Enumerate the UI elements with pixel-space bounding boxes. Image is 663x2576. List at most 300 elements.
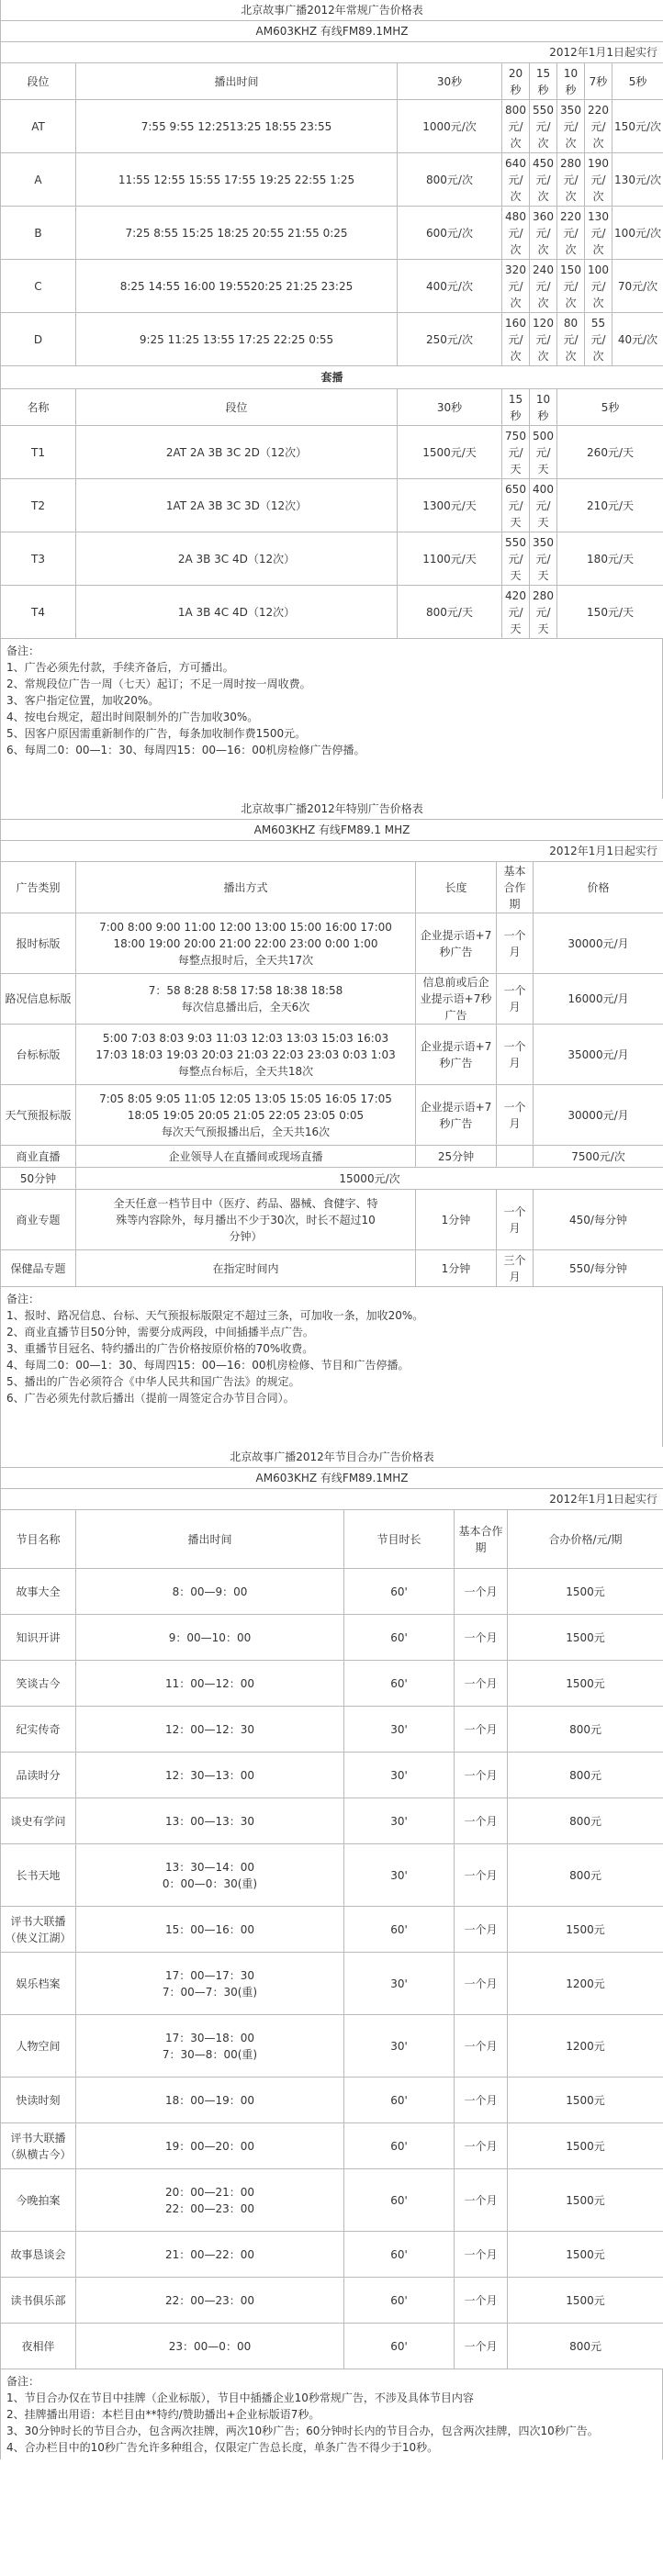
section-gap bbox=[0, 762, 663, 799]
cell-line: 7:00 8:00 9:00 11:00 12:00 13:00 15:00 16:00 17:00 bbox=[99, 920, 392, 934]
table-cell: 240元/次 bbox=[530, 260, 557, 313]
table-cell: 企业提示语+7秒广告 bbox=[416, 913, 497, 974]
table-row bbox=[1, 1025, 663, 1085]
header-cell: 播出时间 bbox=[76, 1510, 344, 1569]
table-cell bbox=[76, 974, 416, 1025]
table-row bbox=[1, 2123, 663, 2169]
cell-line: 7:05 8:05 9:05 11:05 12:05 13:05 15:05 16:05 17:05 bbox=[99, 1092, 392, 1105]
table-cell: 210元/天 bbox=[557, 479, 663, 532]
table-cell: 夜相伴 bbox=[1, 2324, 76, 2369]
table-cell: 路况信息标版 bbox=[1, 974, 76, 1025]
note-line: 3、30分钟时长的节目合办，包含两次挂牌，两次10秒广告；60分钟时长内的节目合办，包含两次挂牌，四次10秒广告。 bbox=[6, 2425, 599, 2437]
header-cell: 节目名称 bbox=[1, 1510, 76, 1569]
table-cell: 一个月 bbox=[455, 2015, 508, 2078]
regular-table-effective: 2012年1月1日起实行 bbox=[1, 42, 663, 63]
table-cell: T3 bbox=[1, 532, 76, 586]
table-cell: 笑谈古今 bbox=[1, 1661, 76, 1707]
table-cell: 60' bbox=[344, 2169, 455, 2232]
table-row bbox=[1, 2015, 663, 2078]
table-cell bbox=[76, 1615, 344, 1661]
table-row bbox=[1, 2169, 663, 2232]
table-row bbox=[1, 1085, 663, 1146]
table-cell: 一个月 bbox=[455, 2169, 508, 2232]
table-cell: 100元/次 bbox=[585, 260, 612, 313]
table-row bbox=[1, 100, 663, 153]
table-cell: 150元/次 bbox=[557, 260, 585, 313]
program-header-row bbox=[1, 1510, 663, 1569]
fifty-price: 15000元/次 bbox=[76, 1168, 663, 1190]
notes-title: 备注： bbox=[6, 2375, 40, 2388]
header-cell: 广告类别 bbox=[1, 862, 76, 913]
table-row bbox=[1, 1615, 663, 1661]
table-cell: 70元/次 bbox=[612, 260, 663, 313]
header-cell: 基本合作期 bbox=[455, 1510, 508, 1569]
table-cell: 品读时分 bbox=[1, 1753, 76, 1798]
table-cell bbox=[76, 1146, 416, 1168]
table-cell: 260元/天 bbox=[557, 426, 663, 479]
table-cell: 评书大联播（侠义江湖） bbox=[1, 1907, 76, 1953]
table-cell: 商业专题 bbox=[1, 1190, 76, 1250]
table-cell: 一个月 bbox=[455, 2278, 508, 2324]
cell-line: 17:03 18:03 19:03 20:03 21:03 22:03 23:03 0:03 1:03 bbox=[96, 1047, 396, 1061]
table-cell: 1500元 bbox=[508, 2123, 663, 2169]
table-row bbox=[1, 2078, 663, 2123]
table-cell: 800元/次 bbox=[398, 153, 502, 207]
table-cell: 220元/次 bbox=[557, 207, 585, 260]
table-cell: 一个月 bbox=[455, 1615, 508, 1661]
cell-line: 12：30—13：00 bbox=[164, 1768, 255, 1782]
table-cell: 16000元/月 bbox=[534, 974, 663, 1025]
table-cell: 30' bbox=[344, 1798, 455, 1844]
note-line: 6、每周二0：00—1：30、每周四15：00—16：00机房检修广告停播。 bbox=[6, 744, 365, 756]
cell-line: 22：00—23：00 bbox=[164, 2201, 255, 2215]
table-cell: 1200元 bbox=[508, 1953, 663, 2015]
cell-line: 7：58 8:28 8:58 17:58 18:38 18:58 bbox=[148, 984, 343, 997]
table-cell: 企业提示语+7秒广告 bbox=[416, 1085, 497, 1146]
table-cell: 350元/天 bbox=[530, 532, 557, 586]
table-cell: T1 bbox=[1, 426, 76, 479]
program-table-title: 北京故事广播2012年节目合办广告价格表 bbox=[1, 1447, 663, 1468]
fifty-label: 50分钟 bbox=[1, 1168, 76, 1190]
table-cell: 7:55 9:55 12:2513:25 18:55 23:55 bbox=[76, 100, 398, 153]
table-cell: 娱乐档案 bbox=[1, 1953, 76, 2015]
header-cell: 播出时间 bbox=[76, 63, 398, 100]
header-cell: 价格 bbox=[534, 862, 663, 913]
table-cell: 360元/次 bbox=[530, 207, 557, 260]
cell-line: 19：00—20：00 bbox=[164, 2139, 255, 2153]
table-cell bbox=[76, 1707, 344, 1753]
table-row bbox=[1, 1753, 663, 1798]
table-cell: 一个月 bbox=[455, 1707, 508, 1753]
header-cell: 20秒 bbox=[502, 63, 530, 100]
table-row bbox=[1, 1250, 663, 1287]
table-cell: 1500元 bbox=[508, 1569, 663, 1615]
cell-line: 17：30—18：00 bbox=[164, 2031, 255, 2044]
note-line: 2、常规段位广告一周（七天）起订；不足一周时按一周收费。 bbox=[6, 678, 311, 690]
header-cell: 30秒 bbox=[398, 389, 502, 426]
cell-line: 21：00—22：00 bbox=[164, 2247, 255, 2261]
cell-line: 20：00—21：00 bbox=[164, 2185, 255, 2199]
table-cell: 550/每分钟 bbox=[534, 1250, 663, 1287]
header-cell: 合办价格/元/期 bbox=[508, 1510, 663, 1569]
table-cell: AT bbox=[1, 100, 76, 153]
regular-header-row bbox=[1, 63, 663, 100]
cell-line: 15：00—16：00 bbox=[164, 1922, 255, 1936]
special-fifty-row bbox=[1, 1168, 663, 1190]
table-cell: 150元/天 bbox=[557, 586, 663, 639]
table-cell: 480元/次 bbox=[502, 207, 530, 260]
table-cell: 1500元 bbox=[508, 2232, 663, 2278]
table-cell bbox=[76, 1190, 416, 1250]
table-row bbox=[1, 260, 663, 313]
package-title: 套播 bbox=[1, 366, 663, 389]
note-line: 2、商业直播节目50分钟，需要分成两段，中间插播半点广告。 bbox=[6, 1326, 314, 1338]
table-cell: 一个月 bbox=[455, 2232, 508, 2278]
table-cell: 650元/天 bbox=[502, 479, 530, 532]
table-cell: 30' bbox=[344, 2015, 455, 2078]
table-cell: 商业直播 bbox=[1, 1146, 76, 1168]
table-cell: 7500元/次 bbox=[534, 1146, 663, 1168]
note-line: 6、广告必须先付款后播出（提前一周签定合办节目合同）。 bbox=[6, 1392, 295, 1405]
table-cell: 台标标版 bbox=[1, 1025, 76, 1085]
cell-line: 18:00 19:00 20:00 21:00 22:00 23:00 0:00 1:00 bbox=[113, 936, 378, 950]
note-line: 4、合办栏目中的10秒广告允许多种组合，仅限定广告总长度，单条广告不得少于10秒。 bbox=[6, 2441, 439, 2454]
table-row bbox=[1, 2278, 663, 2324]
cell-line: 每次天气预报播出后，全天共16次 bbox=[161, 1125, 331, 1138]
table-cell: 9:25 11:25 13:55 17:25 22:25 0:55 bbox=[76, 313, 398, 366]
table-row bbox=[1, 532, 663, 586]
table-cell: 1500元 bbox=[508, 2169, 663, 2232]
table-cell: 一个月 bbox=[497, 1085, 534, 1146]
table-cell: 一个月 bbox=[497, 974, 534, 1025]
table-cell: 企业提示语+7秒广告 bbox=[416, 1025, 497, 1085]
table-row bbox=[1, 2232, 663, 2278]
table-cell: 280元/次 bbox=[557, 153, 585, 207]
cell-line: 23：00—0：00 bbox=[168, 2339, 252, 2353]
cell-line: 11：00—12：00 bbox=[164, 1676, 255, 1690]
cell-line: 9：00—10：00 bbox=[168, 1630, 252, 1644]
special-table-title: 北京故事广播2012年特别广告价格表 bbox=[1, 799, 663, 820]
regular-notes bbox=[0, 639, 663, 762]
table-row bbox=[1, 313, 663, 366]
header-cell: 播出方式 bbox=[76, 862, 416, 913]
table-row bbox=[1, 1190, 663, 1250]
note-line: 1、报时、路况信息、台标、天气预报标版限定不超过三条，可加收一条，加收20%。 bbox=[6, 1309, 424, 1322]
table-row bbox=[1, 1953, 663, 2015]
table-cell: 600元/次 bbox=[398, 207, 502, 260]
table-cell: 1500元 bbox=[508, 1661, 663, 1707]
program-table-channel: AM603KHZ 有线FM89.1MHZ bbox=[1, 1468, 663, 1489]
note-line: 2、挂牌播出用语：本栏目由**特约/赞助播出+企业标版语7秒。 bbox=[6, 2408, 320, 2421]
header-cell: 15秒 bbox=[530, 63, 557, 100]
table-cell: 350元/次 bbox=[557, 100, 585, 153]
table-cell: 1300元/天 bbox=[398, 479, 502, 532]
table-cell: 7:25 8:55 15:25 18:25 20:55 21:55 0:25 bbox=[76, 207, 398, 260]
table-cell: 一个月 bbox=[497, 1025, 534, 1085]
table-cell: 2AT 2A 3B 3C 2D（12次） bbox=[76, 426, 398, 479]
cell-line: 殊等内容除外，每月播出不少于30次，时长不超过10 bbox=[116, 1213, 376, 1226]
table-cell: 130元/次 bbox=[585, 207, 612, 260]
table-cell: 1100元/天 bbox=[398, 532, 502, 586]
table-row bbox=[1, 1907, 663, 1953]
table-cell bbox=[76, 1569, 344, 1615]
cell-line: 0：00—0：30(重) bbox=[162, 1876, 258, 1890]
cell-line: 7：00—7：30(重) bbox=[162, 1985, 258, 1999]
note-line: 5、因客户原因需重新制作的广告，每条加收制作费1500元。 bbox=[6, 727, 307, 740]
table-row bbox=[1, 1146, 663, 1168]
table-cell: 30' bbox=[344, 1753, 455, 1798]
table-cell: 640元/次 bbox=[502, 153, 530, 207]
cell-line: 12：00—12：30 bbox=[164, 1722, 255, 1736]
table-row bbox=[1, 153, 663, 207]
table-cell: T2 bbox=[1, 479, 76, 532]
table-cell: 8:25 14:55 16:00 19:5520:25 21:25 23:25 bbox=[76, 260, 398, 313]
section-gap bbox=[0, 1410, 663, 1447]
table-cell: 60' bbox=[344, 1661, 455, 1707]
table-row bbox=[1, 1661, 663, 1707]
table-cell: 一个月 bbox=[455, 1753, 508, 1798]
table-cell bbox=[76, 2078, 344, 2123]
table-cell: 一个月 bbox=[497, 913, 534, 974]
table-cell: 30' bbox=[344, 1707, 455, 1753]
table-cell: 1A 3B 4C 4D（12次） bbox=[76, 586, 398, 639]
note-line: 4、每周二0：00—1：30、每周四15：00—16：00机房检修、节目和广告停播。 bbox=[6, 1359, 410, 1372]
table-row bbox=[1, 1569, 663, 1615]
table-cell: 故事恳谈会 bbox=[1, 2232, 76, 2278]
note-line: 1、广告必须先付款，手续齐备后，方可播出。 bbox=[6, 661, 234, 674]
header-cell: 基本合作期 bbox=[497, 862, 534, 913]
table-cell: 一个月 bbox=[455, 1844, 508, 1907]
table-cell bbox=[76, 2324, 344, 2369]
header-cell: 7秒 bbox=[585, 63, 612, 100]
cell-line: 7：30—8：00(重) bbox=[162, 2047, 258, 2061]
note-line: 3、客户指定位置，加收20%。 bbox=[6, 694, 160, 707]
package-header-row bbox=[1, 389, 663, 426]
table-row bbox=[1, 479, 663, 532]
header-cell: 段位 bbox=[1, 63, 76, 100]
table-row bbox=[1, 207, 663, 260]
table-cell: 一个月 bbox=[455, 1661, 508, 1707]
table-cell: 160元/次 bbox=[502, 313, 530, 366]
table-cell: 一个月 bbox=[455, 2123, 508, 2169]
table-cell: 纪实传奇 bbox=[1, 1707, 76, 1753]
table-cell bbox=[76, 2123, 344, 2169]
note-line: 5、播出的广告必须符合《中华人民共和国广告法》的规定。 bbox=[6, 1375, 300, 1388]
program-table bbox=[0, 1447, 663, 2369]
table-cell: 1500元 bbox=[508, 2278, 663, 2324]
table-cell: 550元/次 bbox=[530, 100, 557, 153]
table-cell: B bbox=[1, 207, 76, 260]
table-cell: 30' bbox=[344, 1844, 455, 1907]
header-cell: 名称 bbox=[1, 389, 76, 426]
special-table-channel: AM603KHZ 有线FM89.1 MHZ bbox=[1, 820, 663, 841]
header-cell: 长度 bbox=[416, 862, 497, 913]
notes-title: 备注： bbox=[6, 1293, 40, 1305]
cell-line: 每整点报时后，全天共17次 bbox=[177, 953, 314, 967]
note-line: 1、节目合办仅在节目中挂牌（企业标版），节目中插播企业10秒常规广告，不涉及具体节目内容 bbox=[6, 2391, 474, 2404]
table-row bbox=[1, 426, 663, 479]
table-cell: C bbox=[1, 260, 76, 313]
table-cell: 读书俱乐部 bbox=[1, 2278, 76, 2324]
table-cell: 800元 bbox=[508, 1844, 663, 1907]
table-cell bbox=[76, 1250, 416, 1287]
program-notes bbox=[0, 2369, 663, 2459]
table-cell: 60' bbox=[344, 1569, 455, 1615]
table-cell: 800元/天 bbox=[398, 586, 502, 639]
table-cell: 人物空间 bbox=[1, 2015, 76, 2078]
table-cell: D bbox=[1, 313, 76, 366]
table-cell: 800元 bbox=[508, 2324, 663, 2369]
table-cell bbox=[76, 913, 416, 974]
program-table-effective: 2012年1月1日起实行 bbox=[1, 1489, 663, 1510]
table-cell: 60' bbox=[344, 2324, 455, 2369]
table-row bbox=[1, 974, 663, 1025]
cell-line: 每次信息播出后，全天6次 bbox=[181, 1001, 310, 1014]
table-cell bbox=[76, 1085, 416, 1146]
table-cell: 450元/次 bbox=[530, 153, 557, 207]
table-cell: 30000元/月 bbox=[534, 913, 663, 974]
table-row bbox=[1, 1798, 663, 1844]
cell-line: 13：00—13：30 bbox=[164, 1814, 255, 1828]
table-cell: 一个月 bbox=[455, 1798, 508, 1844]
table-cell: 一个月 bbox=[455, 2324, 508, 2369]
cell-line: 企业领导人在直播间或现场直播 bbox=[168, 1149, 323, 1163]
table-cell: 30000元/月 bbox=[534, 1085, 663, 1146]
table-cell: 190元/次 bbox=[585, 153, 612, 207]
table-cell: 550元/天 bbox=[502, 532, 530, 586]
cell-line: 13：30—14：00 bbox=[164, 1860, 255, 1874]
cell-line: 18:05 19:05 20:05 21:05 22:05 23:05 0:05 bbox=[127, 1108, 365, 1122]
table-cell: 今晚拍案 bbox=[1, 2169, 76, 2232]
table-cell: 一个月 bbox=[455, 1907, 508, 1953]
table-cell: 800元/次 bbox=[502, 100, 530, 153]
header-cell: 5秒 bbox=[557, 389, 663, 426]
table-cell bbox=[76, 1661, 344, 1707]
table-cell: 120元/次 bbox=[530, 313, 557, 366]
table-cell: 故事大全 bbox=[1, 1569, 76, 1615]
table-cell bbox=[76, 2015, 344, 2078]
cell-line: 8：00—9：00 bbox=[172, 1585, 248, 1598]
header-cell: 段位 bbox=[76, 389, 398, 426]
table-cell: 40元/次 bbox=[612, 313, 663, 366]
table-cell: 800元 bbox=[508, 1707, 663, 1753]
table-cell: 450/每分钟 bbox=[534, 1190, 663, 1250]
header-cell: 10秒 bbox=[557, 63, 585, 100]
note-line: 3、重播节目冠名、特约播出的广告价格按原价格的70%收费。 bbox=[6, 1342, 314, 1355]
table-cell: 320元/次 bbox=[502, 260, 530, 313]
table-cell: 100元/次 bbox=[612, 207, 663, 260]
special-ad-table bbox=[0, 799, 663, 1287]
table-cell: 知识开讲 bbox=[1, 1615, 76, 1661]
table-cell: 1500元 bbox=[508, 2078, 663, 2123]
table-cell: 2A 3B 3C 4D（12次） bbox=[76, 532, 398, 586]
table-row bbox=[1, 1844, 663, 1907]
table-cell: 500元/天 bbox=[530, 426, 557, 479]
table-cell: 60' bbox=[344, 2278, 455, 2324]
table-row bbox=[1, 2324, 663, 2369]
table-cell: 1200元 bbox=[508, 2015, 663, 2078]
table-cell bbox=[76, 1844, 344, 1907]
table-cell: 1AT 2A 3B 3C 3D（12次） bbox=[76, 479, 398, 532]
table-cell: 1500元 bbox=[508, 1907, 663, 1953]
table-cell: 60' bbox=[344, 2123, 455, 2169]
table-cell: 130元/次 bbox=[612, 153, 663, 207]
table-cell: A bbox=[1, 153, 76, 207]
regular-table-title: 北京故事广播2012年常规广告价格表 bbox=[1, 0, 663, 21]
table-cell: 一个月 bbox=[455, 2078, 508, 2123]
table-cell: 180元/天 bbox=[557, 532, 663, 586]
table-cell: 60' bbox=[344, 1907, 455, 1953]
table-cell bbox=[76, 1798, 344, 1844]
header-cell: 5秒 bbox=[612, 63, 663, 100]
cell-line: 分钟） bbox=[229, 1229, 263, 1243]
table-cell: 1分钟 bbox=[416, 1190, 497, 1250]
cell-line: 17：00—17：30 bbox=[164, 1968, 255, 1982]
table-cell: 保健品专题 bbox=[1, 1250, 76, 1287]
table-cell bbox=[76, 1953, 344, 2015]
table-cell: 80元/次 bbox=[557, 313, 585, 366]
regular-table-channel: AM603KHZ 有线FM89.1MHZ bbox=[1, 21, 663, 42]
table-cell: 11:55 12:55 15:55 17:55 19:25 22:55 1:25 bbox=[76, 153, 398, 207]
table-cell: 快读时刻 bbox=[1, 2078, 76, 2123]
cell-line: 18：00—19：00 bbox=[164, 2093, 255, 2107]
table-cell: 280元/天 bbox=[530, 586, 557, 639]
table-cell bbox=[76, 1025, 416, 1085]
table-cell: 1分钟 bbox=[416, 1250, 497, 1287]
table-cell: 800元 bbox=[508, 1798, 663, 1844]
note-line: 4、按电台规定，超出时间限制外的广告加收30%。 bbox=[6, 711, 259, 723]
cell-line: 5:00 7:03 8:03 9:03 11:03 12:03 13:03 15:03 16:03 bbox=[102, 1031, 389, 1045]
table-cell: 35000元/月 bbox=[534, 1025, 663, 1085]
regular-ad-table bbox=[0, 0, 663, 639]
table-cell: 420元/天 bbox=[502, 586, 530, 639]
table-cell: 400元/天 bbox=[530, 479, 557, 532]
table-cell: 长书天地 bbox=[1, 1844, 76, 1907]
table-cell: 60' bbox=[344, 1615, 455, 1661]
table-cell: 750元/天 bbox=[502, 426, 530, 479]
table-cell: 30' bbox=[344, 1953, 455, 2015]
table-cell: 一个月 bbox=[455, 1569, 508, 1615]
table-cell: 25分钟 bbox=[416, 1146, 497, 1168]
table-cell: 400元/次 bbox=[398, 260, 502, 313]
header-cell: 15秒 bbox=[502, 389, 530, 426]
table-cell: 天气预报标版 bbox=[1, 1085, 76, 1146]
table-cell: 一个月 bbox=[497, 1190, 534, 1250]
table-cell bbox=[76, 1907, 344, 1953]
cell-line: 每整点台标后，全天共18次 bbox=[177, 1064, 314, 1078]
table-cell: 报时标版 bbox=[1, 913, 76, 974]
table-cell: 60' bbox=[344, 2078, 455, 2123]
cell-line: 22：00—23：00 bbox=[164, 2293, 255, 2307]
table-cell bbox=[497, 1146, 534, 1168]
table-cell bbox=[76, 2232, 344, 2278]
table-cell: 220元/次 bbox=[585, 100, 612, 153]
table-cell bbox=[76, 1753, 344, 1798]
table-cell: 评书大联播（纵横古今） bbox=[1, 2123, 76, 2169]
header-cell: 节目时长 bbox=[344, 1510, 455, 1569]
header-cell: 10秒 bbox=[530, 389, 557, 426]
table-cell: 1500元/天 bbox=[398, 426, 502, 479]
table-row bbox=[1, 913, 663, 974]
table-cell: T4 bbox=[1, 586, 76, 639]
table-cell bbox=[76, 2169, 344, 2232]
table-cell: 1000元/次 bbox=[398, 100, 502, 153]
table-cell: 250元/次 bbox=[398, 313, 502, 366]
cell-line: 全天任意一档节目中（医疗、药品、器械、食健字、特 bbox=[113, 1196, 378, 1210]
notes-title: 备注： bbox=[6, 644, 40, 657]
table-cell: 800元 bbox=[508, 1753, 663, 1798]
table-cell: 55元/次 bbox=[585, 313, 612, 366]
